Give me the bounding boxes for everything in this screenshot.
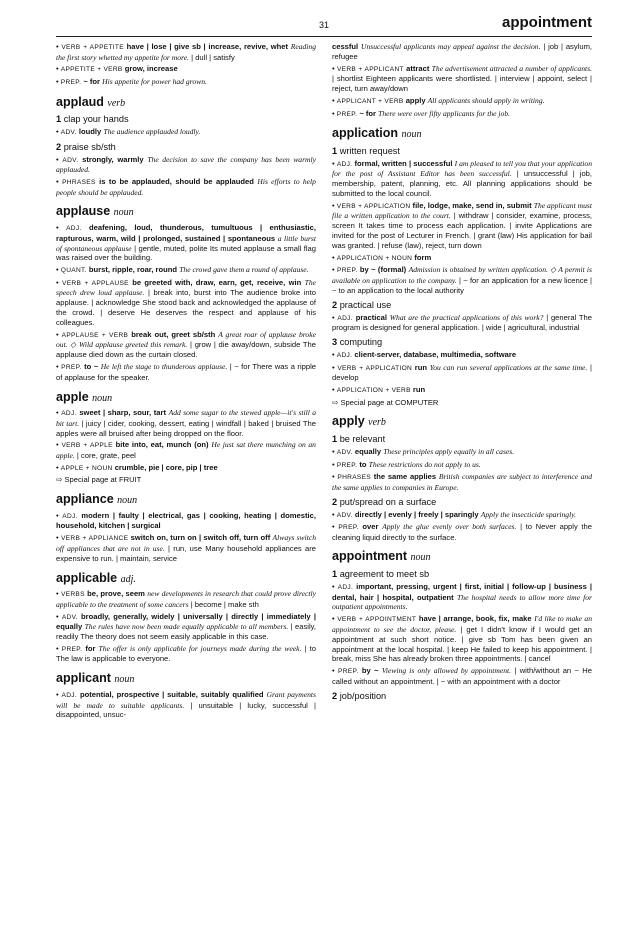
collocations: over	[362, 522, 379, 532]
sense-gloss: computing	[339, 337, 383, 348]
example-sentence: The offer is only applicable for journeys made during the week.	[98, 643, 302, 653]
collocations: file, lodge, make, send in, submit	[412, 200, 532, 210]
columns	[56, 42, 592, 915]
grammar-label: VERB + APPETITE	[61, 44, 124, 51]
example-sentence: His efforts to help people should be applauded.	[56, 177, 316, 197]
collocations: be, prove, seem	[87, 589, 145, 599]
example-sentence: These principles apply equally in all cases.	[383, 447, 515, 456]
example-sentence: a little burst of spontaneous applause	[56, 233, 316, 253]
part-of-speech: verb	[107, 97, 126, 109]
collocation-group: • APPLICATION + VERB run	[332, 385, 426, 394]
collocation-group: • VERBS be, prove, seem new developments in research that could prove directly applicable to the treatment of some cancers | become | make sth	[56, 589, 316, 609]
headword: appointment	[332, 549, 407, 564]
more-collocations: | to Never apply the cleaning liquid directly to the surface.	[332, 522, 592, 542]
part-of-speech: adj.	[120, 573, 136, 585]
collocations: important, pressing, urgent | first, initial | follow-up | business | dental, hair | hospital, outpatient	[332, 582, 592, 602]
grammar-label: PREP.	[61, 645, 83, 653]
collocations: switch on, turn on | switch off, turn off	[130, 533, 271, 543]
example-sentence: You can run several applications at the same time.	[429, 362, 588, 372]
header-rule	[56, 36, 592, 37]
example-sentence: British companies are subject to interference and the same applies to companies in Europe.	[332, 472, 592, 492]
example-sentence: The hospital needs to allow more time for outpatient appointments.	[332, 592, 592, 612]
example-sentence: His appetite for power had grown.	[102, 76, 207, 86]
collocations: cessful	[332, 42, 359, 51]
more-collocations: | job | asylum, refugee	[332, 42, 592, 61]
example-sentence: Grant payments will be made to suitable applicants.	[56, 689, 316, 710]
example-sentence: The decision to save the company has been warmly applauded.	[56, 154, 316, 175]
grammar-label: VERBS	[60, 591, 85, 599]
sense-gloss: written request	[339, 145, 400, 156]
entry-headword-line	[332, 549, 592, 565]
entry-headword-line	[56, 492, 316, 508]
grammar-label: ADJ.	[337, 584, 354, 592]
part-of-speech: noun	[114, 674, 135, 686]
sense-heading	[332, 434, 592, 446]
headword: applause	[56, 204, 111, 219]
collocations: ~ for	[83, 76, 101, 86]
collocation-group: • VERB + APPLICATION file, lodge, make, send in, submit The applicant must file a written application to the court. | withdraw | consider, examine, process, screen It takes time to process each application. | invite Applications are invited for the post of Lecturer in French. | grant (law) His application for bail was granted. | refuse (law), reject, turn down	[332, 200, 592, 250]
collocation-group: • PREP. over Apply the glue evenly over both surfaces. | to Never apply the cleaning liquid directly to the surface.	[332, 522, 592, 542]
grammar-label: VERB + APPLICATION	[336, 202, 411, 210]
dictionary-entry	[56, 671, 316, 720]
example-sentence: Reading the first story whetted my appetite for more.	[56, 42, 316, 62]
entry-headword-line	[56, 571, 316, 587]
part-of-speech: noun	[92, 392, 113, 404]
grammar-label: PREP.	[336, 461, 358, 469]
example-sentence: The speech drew loud applause.	[56, 277, 316, 298]
example-sentence: Unsuccessful applicants may appeal against the decision.	[361, 42, 541, 51]
example-sentence: These restrictions do not apply to us.	[368, 459, 481, 469]
sense-number: 3	[332, 337, 338, 348]
part-of-speech: noun	[401, 129, 422, 141]
collocation-group: • ADJ. deafening, loud, thunderous, tumultuous | enthusiastic, rapturous, warm, wild | prolonged, sustained | spontaneous a little burst of spontaneous applause | gentle, muted, polite Its muted applause a small flag was raised over the building.	[56, 223, 316, 263]
grammar-label: ADJ.	[61, 410, 77, 418]
grammar-label: PHRASES	[62, 179, 96, 187]
grammar-label: VERB + APPLAUSE	[62, 279, 129, 287]
grammar-label: PREP.	[337, 267, 358, 275]
collocations: break out, greet sb/sth	[131, 329, 216, 339]
more-collocations: | get I didn't know if I would get an appointment at such short notice. | give sb Tom has been given an appointment at the local hospital. | keep He failed to keep his appointment. | break, miss She has already broken three appointments. | cancel	[332, 624, 592, 664]
grammar-label: PREP.	[338, 524, 359, 532]
collocations: by ~	[361, 666, 379, 676]
grammar-label: ADJ.	[61, 691, 78, 699]
more-collocations: | unsuitable | lucky, successful | disappointed, unsuc-	[56, 700, 316, 720]
more-collocations: | with/without an ~ He called without an appointment. | ~ with an appointment with a doctor	[332, 666, 592, 686]
collocation-group: • PREP. by ~ (formal) Admission is obtained by written application. ◇ A permit is available on application to the company. | ~ for an application for a new licence | ~ to an application to the local authority	[332, 265, 592, 295]
sense-number: 1	[56, 114, 62, 125]
page-header	[56, 14, 592, 34]
collocations: deafening, loud, thunderous, tumultuous | enthusiastic, rapturous, warm, wild | prolonged, sustained | spontaneous	[56, 223, 316, 243]
dictionary-entry	[56, 571, 316, 665]
grammar-label: VERB + APPLICATION	[337, 364, 413, 372]
grammar-label: ADJ.	[336, 352, 353, 360]
collocation-group: • ADJ. potential, prospective | suitable, suitably qualified Grant payments will be made to suitable applicants. | unsuitable | lucky, successful | disappointed, unsuc-	[56, 689, 316, 720]
collocation-group	[332, 42, 592, 62]
collocations: crumble, pie | core, pip | tree	[114, 462, 218, 472]
more-collocations: | unsuccessful | job, membership, patent, planning, etc. All planning applications should be submitted to the local council.	[332, 169, 592, 198]
more-collocations: | to The law is applicable to everyone.	[56, 643, 316, 664]
page-number: 31	[318, 20, 329, 30]
example-sentence: All applicants should apply in writing.	[427, 96, 545, 105]
left-column	[56, 42, 316, 915]
collocations: run	[412, 385, 426, 394]
example-sentence: He just sat there munching on an apple.	[56, 440, 316, 460]
collocations: to ~	[84, 362, 99, 372]
dictionary-entry	[332, 42, 592, 119]
collocations: for	[85, 643, 96, 653]
dictionary-entry	[56, 42, 316, 88]
sense-heading	[332, 497, 592, 509]
grammar-label: ADV.	[336, 511, 353, 519]
collocation-group: • PREP. for The offer is only applicable for journeys made during the week. | to The law is applicable to everyone.	[56, 643, 316, 664]
part-of-speech: verb	[368, 417, 386, 429]
dictionary-entry	[56, 95, 316, 198]
example-sentence: The crowd gave them a round of applause.	[179, 265, 309, 275]
collocations: sweet | sharp, sour, tart	[79, 408, 166, 418]
grammar-label: VERB + APPLIANCE	[60, 535, 129, 543]
sense-number: 1	[332, 145, 338, 156]
more-collocations: | shortlist Eighteen applicants were shortlisted. | interview | appoint, select | reject, turn away/down	[332, 74, 592, 94]
collocations: loudly	[78, 127, 102, 137]
collocations: formal, written | successful	[354, 158, 453, 168]
grammar-label: APPLICANT + VERB	[336, 98, 404, 105]
grammar-label: APPLICATION + NOUN	[336, 254, 413, 262]
more-collocations: | become | make sth	[188, 599, 259, 609]
example-sentence: I am pleased to tell you that your application for the post of Assistant Editor has been successful.	[332, 158, 592, 179]
dictionary-entry	[332, 414, 592, 542]
example-sentence: He left the stage to thunderous applause.	[100, 362, 228, 372]
arrow-icon: ⇨	[56, 475, 65, 485]
collocation-group: • VERB + APPLAUSE be greeted with, draw, earn, get, receive, win The speech drew loud applause. | break into, burst into The audience broke into applause. | acknowledge She stood back and acknowledged the applause of the crowd. | deserve He deserves the respect and applause of his colleagues.	[56, 277, 316, 327]
collocations: have | arrange, book, fix, make	[418, 614, 532, 624]
collocation-group: • PREP. to These restrictions do not apply to us.	[332, 459, 481, 469]
dictionary-entry	[332, 126, 592, 407]
collocation-group: • ADJ. modern | faulty | electrical, gas | cooking, heating | domestic, household, kitchen | surgical	[56, 510, 316, 531]
more-collocations: | run, use Many household appliances are expensive to run. | maintain, service	[56, 543, 316, 563]
headword: applaud	[56, 94, 104, 109]
more-collocations: | ~ for There was a ripple of applause for the speaker.	[56, 362, 316, 382]
headword: applicant	[56, 671, 111, 686]
more-collocations: | develop	[332, 362, 592, 383]
grammar-label: ADV.	[60, 129, 77, 137]
sense-heading	[332, 691, 592, 703]
example-sentence: Apply the glue evenly over both surfaces.	[382, 522, 517, 532]
grammar-label: VERB + APPLE	[61, 442, 113, 450]
headword: applicable	[56, 570, 118, 585]
more-collocations: | dull | satisfy	[189, 52, 235, 62]
grammar-label: ADV.	[62, 156, 79, 164]
arrow-icon: ⇨	[332, 397, 341, 407]
grammar-label: ADJ.	[336, 160, 353, 168]
grammar-label: ADV.	[61, 613, 78, 621]
entry-headword-line	[332, 414, 592, 430]
grammar-label: PREP.	[336, 110, 358, 118]
grammar-label: PREP.	[338, 668, 359, 676]
grammar-label: PREP.	[61, 364, 82, 372]
sense-number: 2	[332, 496, 338, 507]
collocation-group: • VERB + APPOINTMENT have | arrange, book, fix, make I'd like to make an appointment to see the doctor, please. | get I didn't know if I would get an appointment at such short notice. | give sb Tom has been given an appointment at the local hospital. | keep He failed to keep his appointment. | break, miss She has already broken three appointments. | cancel	[332, 614, 592, 664]
collocation-group: • APPLICANT + VERB apply All applicants should apply in writing.	[332, 96, 545, 105]
sense-gloss: agreement to meet sb	[339, 569, 430, 580]
collocation-group: • VERB + APPLICATION run You can run several applications at the same time. | develop	[332, 362, 592, 383]
sense-gloss: job/position	[339, 690, 387, 701]
collocations: potential, prospective | suitable, suitably qualified	[79, 689, 264, 699]
collocations: strongly, warmly	[82, 154, 144, 164]
collocations: apply	[405, 96, 426, 105]
grammar-label: APPLE + NOUN	[60, 464, 113, 472]
collocations: be greeted with, draw, earn, get, receive, win	[132, 277, 302, 287]
collocation-group: • ADJ. client-server, database, multimedia, software	[332, 350, 517, 360]
part-of-speech: noun	[117, 495, 138, 507]
collocation-group: • PREP. ~ for There were over fifty applicants for the job.	[332, 108, 511, 118]
collocation-group: • ADJ. important, pressing, urgent | first, initial | follow-up | business | dental, hair | hospital, outpatient The hospital needs to allow more time for outpatient appointments.	[332, 582, 592, 612]
sense-number: 2	[332, 299, 338, 310]
more-collocations: | core, grate, peel	[74, 450, 136, 460]
sense-gloss: praise sb/sth	[63, 141, 116, 152]
more-collocations: | grow | die away/down, subside The applause died down as the curtain closed.	[56, 340, 316, 360]
collocation-group: • ADV. directly | evenly | freely | sparingly Apply the insecticide sparingly.	[332, 509, 577, 519]
grammar-label: APPETITE + VERB	[60, 66, 123, 74]
grammar-label: ADV.	[336, 449, 353, 456]
sense-heading	[332, 569, 592, 581]
collocations: burst, ripple, roar, round	[88, 265, 178, 275]
sense-gloss: put/spread on a surface	[339, 496, 437, 507]
collocation-group: • ADV. broadly, generally, widely | universally | directly | immediately | equally The rules have now been made equally applicable to all members. | easily, readily The theory does not seem easily applicable in this case.	[56, 611, 316, 642]
dictionary-entry	[56, 492, 316, 563]
dictionary-entry	[332, 549, 592, 702]
collocations: bite into, eat, munch (on)	[115, 440, 209, 450]
running-head: appointment	[502, 14, 592, 31]
collocation-group: • PREP. ~ for His appetite for power had grown.	[56, 76, 207, 86]
example-sentence: Admission is obtained by written application. ◇ A permit is available on application to the company.	[332, 265, 592, 285]
sense-heading	[332, 337, 592, 349]
entry-headword-line	[56, 390, 316, 406]
collocations: attract	[406, 63, 430, 73]
headword: apply	[332, 414, 365, 429]
collocations: have | lose | give sb | increase, revive, whet	[126, 42, 288, 51]
grammar-label: ADJ.	[62, 512, 78, 520]
dictionary-entry	[56, 204, 316, 382]
part-of-speech: noun	[410, 552, 431, 564]
collocations: ~ for	[359, 108, 377, 118]
example-sentence: The rules have now been made equally applicable to all members.	[84, 622, 289, 632]
collocation-group: • PHRASES is to be applauded, should be applauded His efforts to help people should be applauded.	[56, 177, 316, 197]
collocation-group: • ADJ. formal, written | successful I am pleased to tell you that your application for the post of Assistant Editor has been successful. | unsuccessful | job, membership, patent, planning, etc. All planning applications should be submitted to the local council.	[332, 158, 592, 198]
collocations: the same applies	[373, 472, 437, 482]
collocations: client-server, database, multimedia, software	[354, 350, 517, 360]
sense-gloss: practical use	[339, 299, 392, 310]
sense-heading	[332, 146, 592, 158]
collocations: practical	[355, 312, 387, 322]
cross-reference-text: Special page at COMPUTER	[340, 397, 439, 407]
grammar-label: APPLICATION + VERB	[336, 387, 411, 394]
cross-reference-text: Special page at FRUIT	[64, 475, 142, 485]
collocations: modern | faulty | electrical, gas | cooking, heating | domestic, household, kitchen | surgical	[56, 510, 316, 531]
collocations: equally	[354, 447, 382, 456]
example-sentence: The audience applauded loudly.	[103, 127, 201, 137]
collocations: directly | evenly | freely | sparingly	[354, 509, 479, 519]
example-sentence: A great roar of applause broke out. ◇ Wild applause greeted this remark.	[56, 329, 316, 350]
part-of-speech: noun	[113, 207, 134, 219]
sense-gloss: be relevant	[339, 434, 386, 445]
collocation-group: • VERB + APPETITE have | lose | give sb | increase, revive, whet Reading the first story whetted my appetite for more. | dull | satisfy	[56, 42, 316, 62]
sense-heading	[332, 300, 592, 312]
right-column	[332, 42, 592, 915]
collocation-group: • PHRASES the same applies British companies are subject to interference and the same applies to companies in Europe.	[332, 472, 592, 492]
more-collocations: | withdraw | consider, examine, process, screen It takes time to process each application. | invite Applications are invited for the post of Lecturer in French. | grant (law) His application for bail was granted. | refuse (law), reject, turn down	[332, 211, 592, 250]
sense-gloss: clap your hands	[63, 114, 129, 125]
collocations: to	[359, 459, 367, 469]
collocations: form	[414, 252, 432, 262]
collocations: grow, increase	[124, 64, 178, 74]
example-sentence: Always switch off appliances that are not in use.	[56, 533, 316, 553]
example-sentence: Add some sugar to the stewed apple—it's still a bit tart.	[56, 408, 316, 428]
collocation-group: • VERB + APPLIANCE switch on, turn on | switch off, turn off Always switch off appliances that are not in use. | run, use Many household appliances are expensive to run. | maintain, service	[56, 533, 316, 563]
collocations: is to be applauded, should be applauded	[99, 177, 254, 187]
sense-number: 2	[56, 141, 62, 152]
grammar-label: VERB + APPLICANT	[336, 65, 404, 73]
collocation-group: • VERB + APPLE bite into, eat, munch (on) He just sat there munching on an apple. | core, grate, peel	[56, 440, 316, 460]
example-sentence: Viewing is only allowed by appointment.	[381, 666, 512, 676]
example-sentence: new developments in research that could prove directly applicable to the treatment of some cancers	[56, 589, 316, 609]
grammar-label: VERB + APPOINTMENT	[337, 616, 417, 624]
more-collocations: | easily, readily The theory does not seem easily applicable in this case.	[56, 622, 316, 642]
collocation-group: • PREP. by ~ Viewing is only allowed by appointment. | with/without an ~ He called without an appointment. | ~ with an appointment with a doctor	[332, 666, 592, 686]
more-collocations: | break into, burst into The audience broke into applause. | acknowledge She stood back and acknowledged the applause of the crowd. | deserve He deserves the respect and applause of his colleagues.	[56, 288, 316, 327]
collocation-group: • APPETITE + VERB grow, increase	[56, 64, 178, 74]
collocation-group: • ADV. equally These principles apply equally in all cases.	[332, 447, 515, 456]
example-sentence: What are the practical applications of this work?	[389, 312, 544, 322]
cross-reference	[56, 475, 316, 485]
headword: application	[332, 126, 398, 141]
more-collocations: | juicy | cider, cooking, dessert, eating | windfall | baked | bruised The apples were all bruised after being dropped on the floor.	[56, 418, 316, 438]
collocations: broadly, generally, widely | universally | directly | immediately | equally	[56, 611, 316, 632]
collocation-group: • APPLAUSE + VERB break out, greet sb/sth A great roar of applause broke out. ◇ Wild applause greeted this remark. | grow | die away/down, subside The applause died down as the curtain closed.	[56, 329, 316, 360]
sense-number: 1	[332, 434, 338, 445]
collocation-group: • ADJ. sweet | sharp, sour, tart Add some sugar to the stewed apple—it's still a bit tart. | juicy | cider, cooking, dessert, eating | windfall | baked | bruised The apples were all bruised after being dropped on the floor.	[56, 408, 316, 438]
collocation-group: • ADV. loudly The audience applauded loudly.	[56, 127, 201, 137]
collocations: run	[414, 362, 428, 372]
grammar-label: PHRASES	[337, 474, 371, 482]
grammar-label: ADJ.	[337, 314, 353, 322]
collocation-group: • ADJ. practical What are the practical applications of this work? | general The program is designed for general application. | wide | agricultural, industrial	[332, 312, 592, 333]
sense-number: 1	[332, 569, 338, 580]
headword: appliance	[56, 492, 114, 507]
headword: apple	[56, 389, 89, 404]
entry-headword-line	[332, 126, 592, 142]
collocation-group: • VERB + APPLICANT attract The advertisement attracted a number of applicants. | shortlist Eighteen applicants were shortlisted. | interview | appoint, select | reject, turn away/down	[332, 63, 592, 94]
collocation-group: • APPLICATION + NOUN form	[332, 252, 432, 262]
more-collocations: | gentle, muted, polite Its muted applause a small flag was raised over the building.	[56, 243, 316, 263]
sense-heading	[56, 142, 316, 154]
example-sentence: The applicant must file a written application to the court.	[332, 200, 592, 221]
collocation-group: • QUANT. burst, ripple, roar, round The crowd gave them a round of applause.	[56, 265, 309, 275]
more-collocations: | ~ for an application for a new licence | ~ to an application to the local authority	[332, 275, 592, 295]
collocations: by ~ (formal)	[359, 265, 407, 275]
entry-headword-line	[56, 95, 316, 111]
example-sentence: I'd like to make an appointment to see the doctor, please.	[332, 614, 592, 634]
grammar-label: PREP.	[60, 78, 82, 86]
dictionary-entry	[56, 390, 316, 486]
grammar-label: QUANT.	[60, 267, 87, 275]
sense-number: 2	[332, 690, 338, 701]
grammar-label: ADJ.	[66, 225, 82, 233]
sense-heading	[56, 114, 316, 126]
cross-reference	[332, 398, 592, 408]
collocation-group: • PREP. to ~ He left the stage to thunderous applause. | ~ for There was a ripple of applause for the speaker.	[56, 362, 316, 382]
example-sentence: There were over fifty applicants for the job.	[378, 108, 511, 118]
more-collocations: | general The program is designed for general application. | wide | agricultural, industrial	[332, 312, 592, 333]
collocation-group: • APPLE + NOUN crumble, pie | core, pip | tree	[56, 462, 218, 472]
grammar-label: APPLAUSE + VERB	[61, 331, 129, 339]
example-sentence: The advertisement attracted a number of applicants.	[431, 63, 592, 73]
entry-headword-line	[56, 671, 316, 687]
collocation-group: • ADV. strongly, warmly The decision to save the company has been warmly applauded.	[56, 154, 316, 175]
example-sentence: Apply the insecticide sparingly.	[480, 509, 577, 519]
entry-headword-line	[56, 204, 316, 220]
